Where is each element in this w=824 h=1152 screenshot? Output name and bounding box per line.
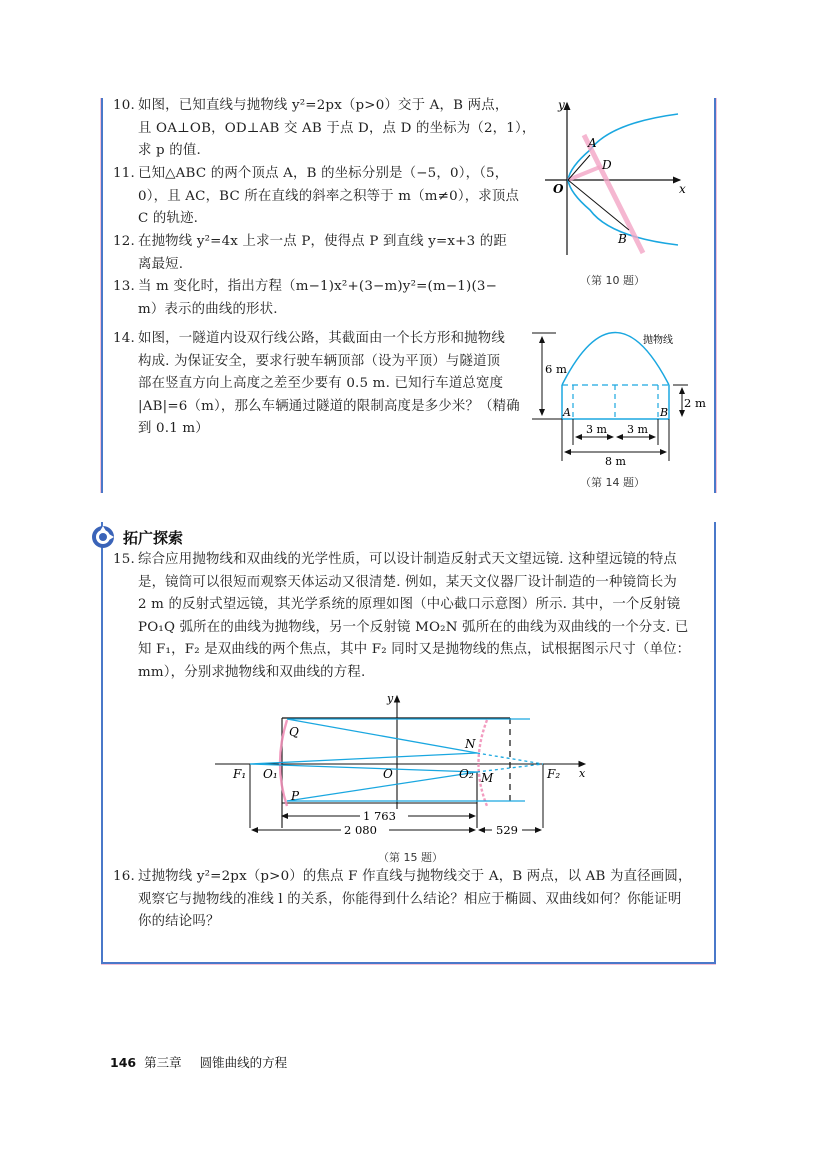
figure-15	[215, 688, 595, 838]
section-emblem-icon	[91, 525, 115, 549]
label-y: y	[387, 692, 394, 705]
label-x: x	[579, 767, 586, 780]
label-1763: 1 763	[363, 809, 396, 823]
label-parabola: 抛物线	[643, 335, 673, 346]
problem-13: 13. 当 m 变化时，指出方程（m−1)x²+(3−m)y²=(m−1)(3− m）表示的曲线的形状.	[113, 279, 498, 317]
page-footer	[110, 1053, 287, 1071]
problem-12: 12. 在抛物线 y²=4x 上求一点 P，使得点 P 到直线 y=x+3 的距 离最短.	[113, 234, 507, 272]
label-6m: 6 m	[545, 362, 567, 376]
label-d: D	[602, 158, 612, 172]
chapter-title: 圆锥曲线的方程	[199, 1055, 288, 1070]
label-a: A	[563, 406, 571, 419]
figure-15-caption: （第 15 题）	[378, 851, 443, 864]
problem-16: 16. 过抛物线 y²=2px（p>0）的焦点 F 作直线与抛物线交于 A，B 两点，以 AB 为直径画圆， 观察它与抛物线的准线 l 的关系，你能得到什么结论？相应于椭圆、双曲线如何？你能证明 你的结论吗？	[113, 869, 692, 929]
label-o: O	[553, 182, 564, 196]
label-b: B	[660, 406, 669, 419]
figure-10	[540, 95, 710, 265]
label-8m: 8 m	[605, 455, 626, 465]
label-3m-right: 3 m	[627, 423, 648, 436]
label-o: O	[383, 767, 393, 781]
label-f2: F₂	[547, 767, 561, 781]
label-f1: F₁	[233, 767, 247, 781]
figure-14	[530, 325, 710, 465]
figure-14-caption: （第 14 题）	[580, 476, 645, 489]
label-b: B	[618, 232, 627, 246]
label-x: x	[679, 182, 686, 196]
figure-10-caption: （第 10 题）	[580, 274, 645, 287]
label-y: y	[558, 98, 565, 112]
label-p: P	[291, 789, 300, 803]
section-title: 拓广探索	[123, 528, 184, 547]
hyperbolic-mirror	[479, 720, 488, 806]
chapter-label: 第三章	[144, 1055, 182, 1070]
label-n: N	[465, 737, 476, 751]
label-2m: 2 m	[684, 396, 706, 410]
label-3m-left: 3 m	[586, 423, 607, 436]
label-2080: 2 080	[344, 823, 377, 837]
problem-10: 10. 如图，已知直线与抛物线 y²=2px（p>0）交于 A，B 两点， 且 OA⊥OB，OD⊥AB 交 AB 于点 D，点 D 的坐标为（2，1）， 求 p 的值.	[113, 98, 536, 158]
label-o2: O₂	[459, 767, 474, 781]
label-o1: O₁	[263, 767, 278, 781]
label-q: Q	[289, 725, 299, 739]
line-ab	[584, 135, 643, 253]
problem-14: 14. 如图，一隧道内设双行线公路，其截面由一个长方形和抛物线 构成. 为保证安全，要求行驶车辆顶部（设为平顶）与隧道顶 部在竖直方向上高度之差至少要有 0.5 m. 已知行车道总宽度 |AB|=6（m），那么车辆通过隧道的限制高度是多少米？（精确 到 0.1 m）	[113, 331, 520, 436]
label-m: M	[481, 771, 494, 785]
section-header	[91, 525, 183, 549]
problem-15: 15. 综合应用抛物线和双曲线的光学性质，可以设计制造反射式天文望远镜. 这种望远镜的特点 是，镜筒可以很短而观察天体运动又很清楚. 例如，某天文仪器厂设计制造的一种镜筒长为 2 m 的反射式望远镜，其光学系统的原理如图（中心截口示意图）所示. 其中，一个反射镜 PO₁Q 弧所在的曲线为抛物线，另一个反射镜 MO₂N 弧所在的曲线为双曲线的一个分支. 已 知 F₁，F₂ 是双曲线的两个焦点，其中 F₂ 同时又是抛物线的焦点，试根据图示尺寸（单位： mm），分别求抛物线和双曲线的方程.	[113, 552, 691, 680]
problem-11: 11. 已知△ABC 的两个顶点 A，B 的坐标分别是（−5，0），（5， 0），且 AC，BC 所在直线的斜率之积等于 m（m≠0），求顶点 C 的轨迹.	[113, 166, 520, 226]
label-529: 529	[496, 823, 518, 837]
page-number: 146	[110, 1055, 137, 1070]
label-a: A	[588, 136, 597, 150]
